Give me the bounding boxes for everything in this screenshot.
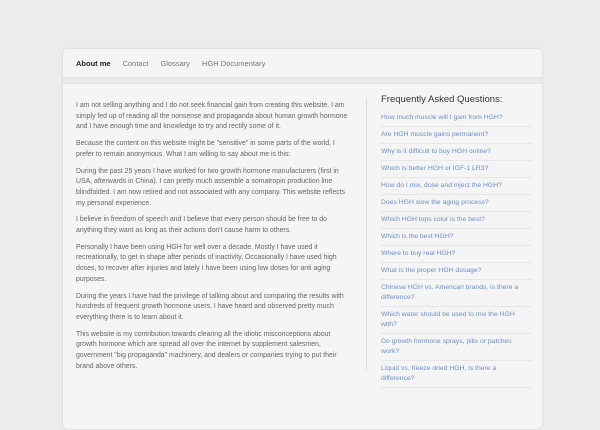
faq-link[interactable]: Which water should be used to mix the HGH with? [381,307,531,334]
paragraph: This website is my contribution towards clearing all the idiotic misconceptions about growth hormone which are spread all over the internet by supplement salesmen, government "big propaganda" machinery, and dealers or companies trying to put their brand above others. [76,330,337,370]
page-card [62,48,543,430]
top-nav [63,49,542,77]
nav-about-me[interactable]: About me [76,58,111,68]
faq-link[interactable]: Liquid vs. freeze dried HGH, is there a difference? [381,361,531,388]
faq-link[interactable]: Which is better HGH or IGF-1 LR3? [381,161,531,178]
nav-glossary[interactable]: Glossary [160,58,191,68]
faq-link[interactable]: Chinese HGH vs. American brands, is there a difference? [381,280,531,307]
faq-link[interactable]: What is the proper HGH dosage? [381,263,531,280]
faq-title: Frequently Asked Questions: [381,94,503,105]
nav-divider-band [63,77,542,84]
about-article [63,98,367,371]
paragraph: During the past 25 years I have worked for two growth hormone manufacturers (first in USA, afterwards in China). I can pretty much assemble a somatropin production line blindfolded. I am now retired and not associated with any company. This website reflects my personal experience. [76,167,346,207]
faq-link[interactable]: Which HGH tops color is the best? [381,212,531,229]
faq-link[interactable]: Are HGH muscle gains permanent? [381,127,531,144]
paragraph: I am not selling anything and I do not seek financial gain from creating this website. I am simply fed up of reading all the nonsense and propaganda about human growth hormone and I have enough time and knowledge to try and rectify some of it. [76,102,348,131]
paragraph: Because the content on this website might be "sensitive" in some parts of the world, I prefer to remain anonymous. What I am willing to say about me is this: [76,140,335,158]
content-area [63,84,542,388]
paragraph: During the years I have had the privilege of talking about and comparing the results with hundreds of frequent growth hormone users. I have heard and observed pretty much everything there is to learn about it. [76,292,344,321]
faq-sidebar [367,84,531,388]
faq-link[interactable]: Do growth hormone sprays, pills or patches work? [381,334,531,361]
faq-link[interactable]: Does HGH slow the aging process? [381,195,531,212]
faq-link[interactable]: How much muscle will I gain from HGH? [381,110,531,127]
paragraph: Personally I have been using HGH for well over a decade. Mostly I have used it recreationally, to get in shape after periods of inactivity. Occasionally I have used high doses, to recover after injuries and lately I have been using low doses for anti aging purposes. [76,243,337,283]
faq-list [381,110,531,388]
faq-link[interactable]: Which is the best HGH? [381,229,531,246]
faq-link[interactable]: How do I mix, dose and inject the HGH? [381,178,531,195]
faq-link[interactable]: Where to buy real HGH? [381,246,531,263]
nav-contact[interactable]: Contact [122,58,149,68]
faq-link[interactable]: Why is it difficult to buy HGH online? [381,144,531,161]
paragraph: I believe in freedom of speech and I believe that every person should be free to do anything they want as long as their actions don't cause harm to others. [76,216,327,235]
nav-hgh-documentary[interactable]: HGH Documentary [202,58,266,68]
